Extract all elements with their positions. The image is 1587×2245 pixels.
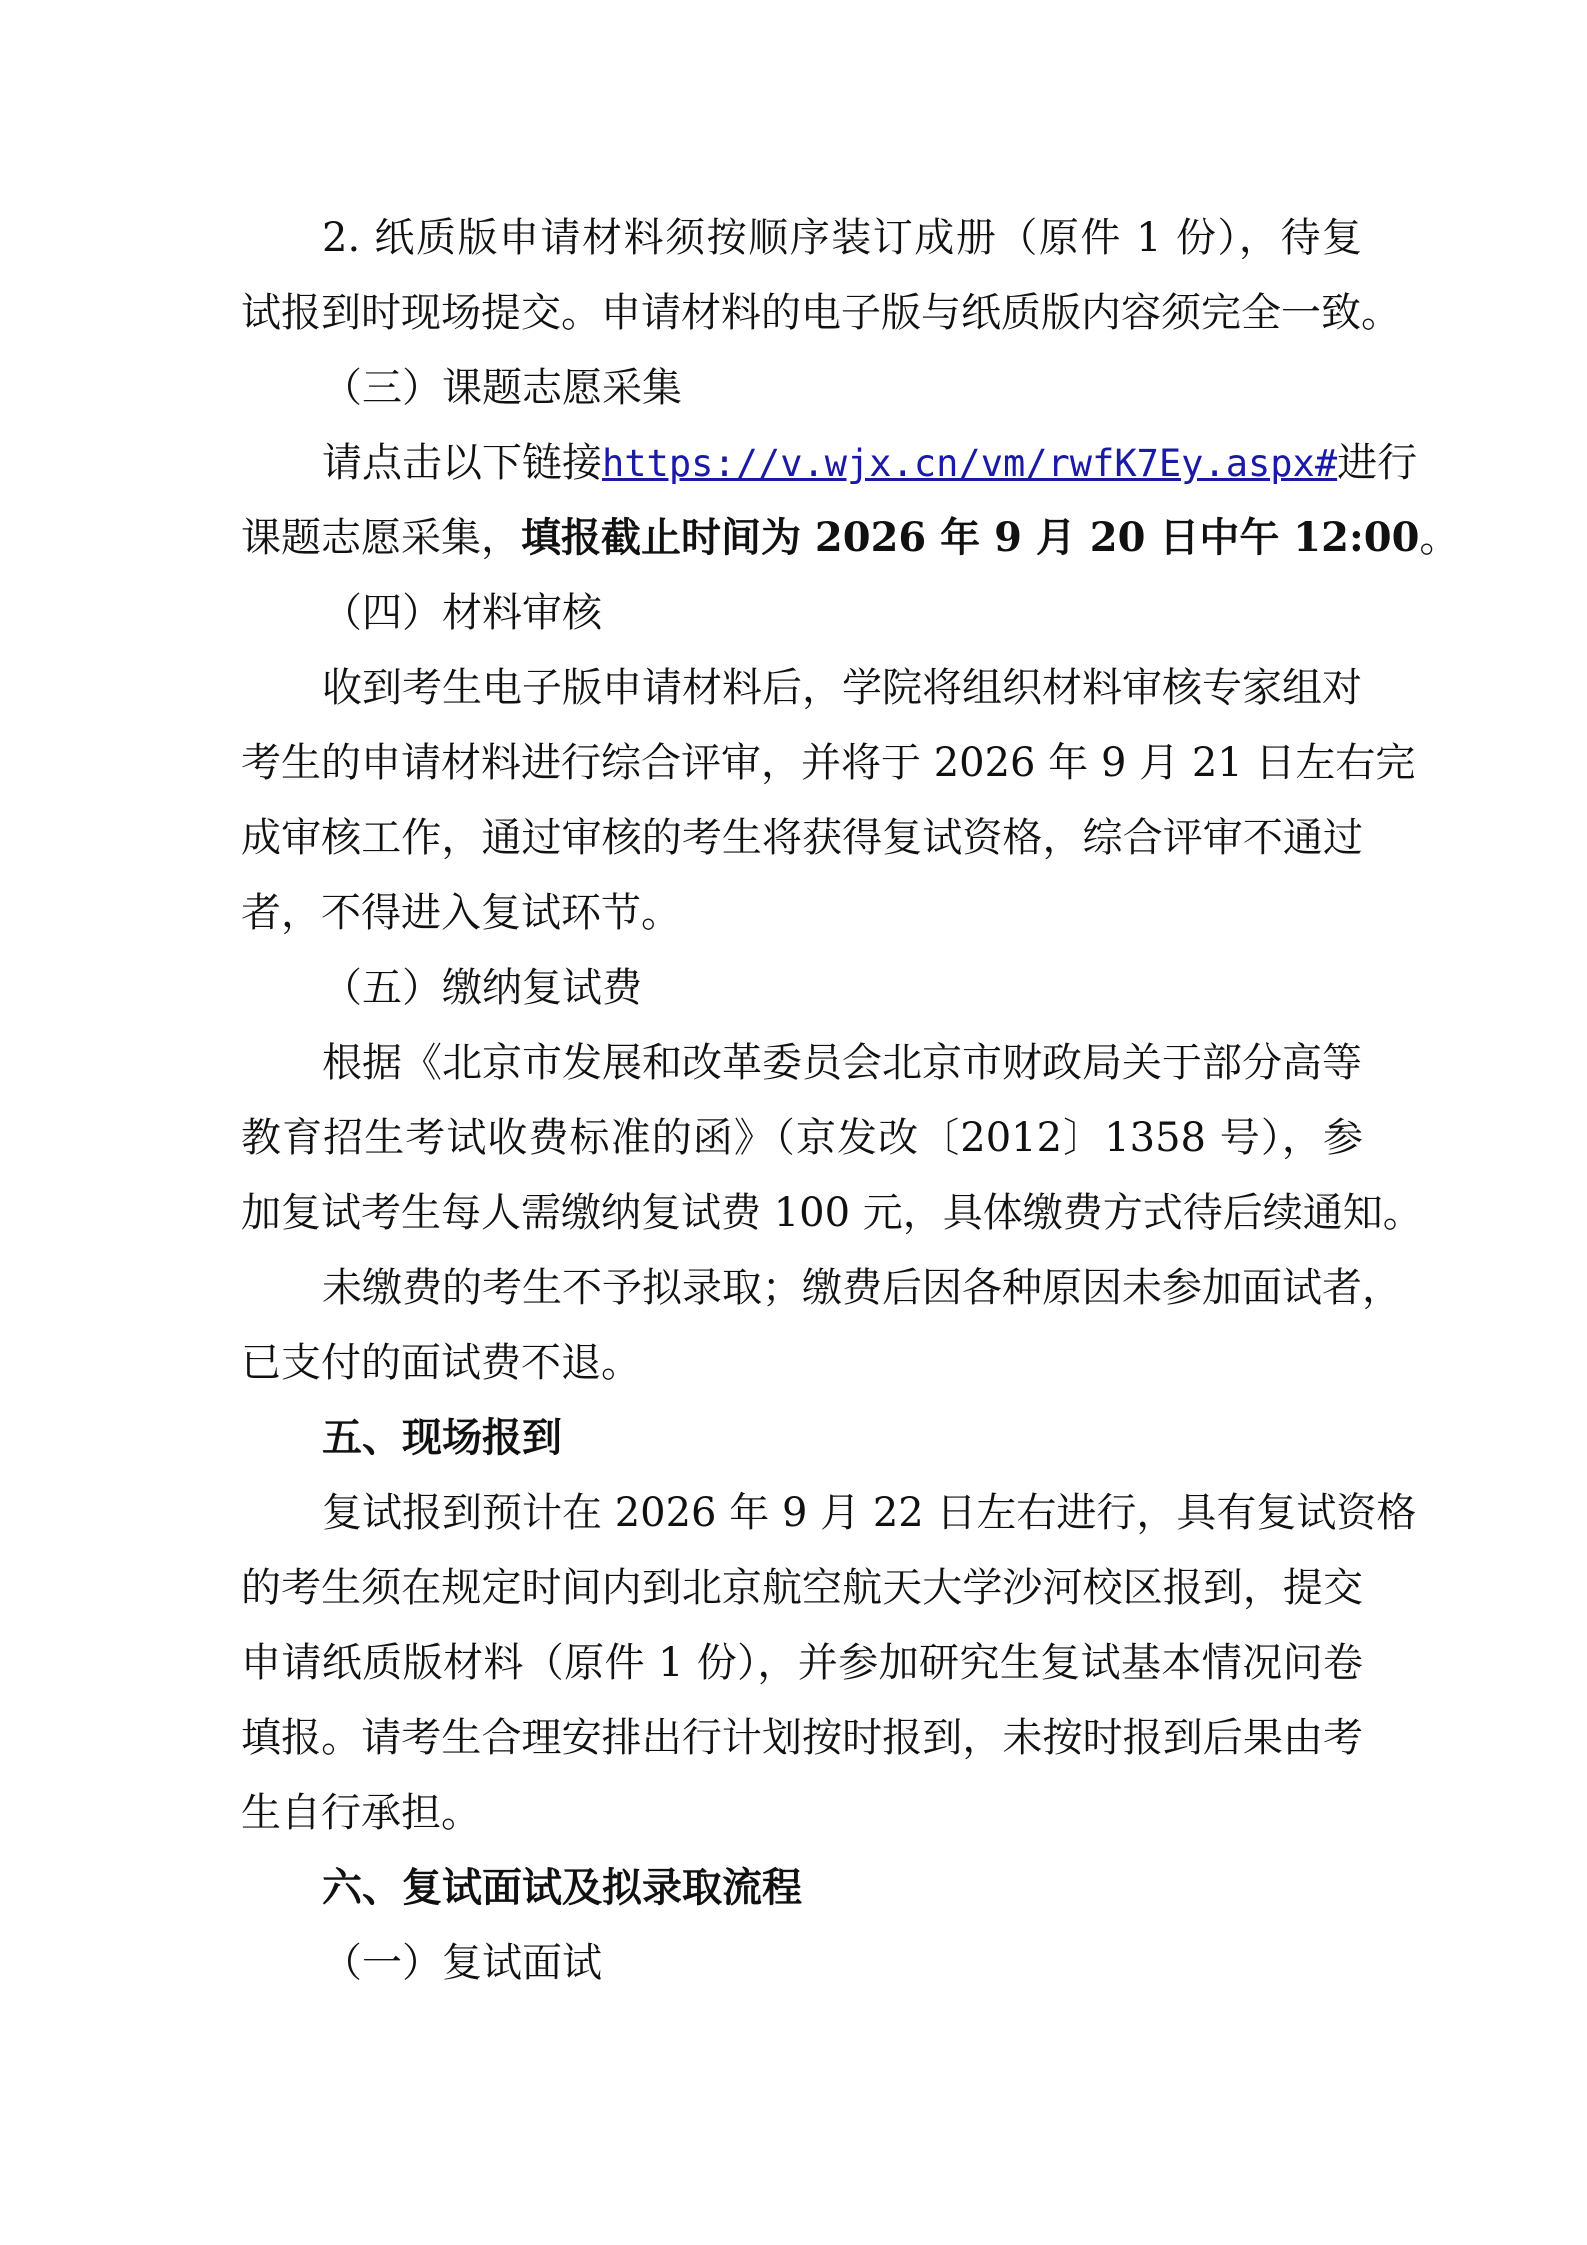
section-heading-6: 六、复试面试及拟录取流程	[322, 1864, 802, 1911]
subsection-heading-4: （四）材料审核	[322, 590, 602, 636]
paragraph-text: 课题志愿采集，	[241, 515, 521, 561]
subsection-heading-3: （三）课题志愿采集	[322, 365, 682, 411]
section-heading-5: 五、现场报到	[322, 1414, 562, 1461]
paragraph-line: 填报。请考生合理安排出行计划按时报到，未按时报到后果由考	[241, 1715, 1363, 1761]
paragraph-line: 加复试考生每人需缴纳复试费 100 元，具体缴费方式待后续通知。	[241, 1190, 1423, 1236]
paragraph-text: 请点击以下链接	[322, 440, 602, 486]
paragraph-text: 进行	[1337, 440, 1418, 486]
subsection-heading-5: （五）缴纳复试费	[322, 965, 642, 1011]
paragraph-line: 考生的申请材料进行综合评审，并将于 2026 年 9 月 21 日左右完	[241, 740, 1416, 786]
survey-link[interactable]: https://v.wjx.cn/vm/rwfK7Ey.aspx#	[602, 442, 1338, 485]
paragraph-line: 成审核工作，通过审核的考生将获得复试资格，综合评审不通过	[241, 815, 1363, 861]
paragraph-text: 。	[1419, 515, 1460, 561]
subsection-heading-1: （一）复试面试	[322, 1940, 602, 1986]
paragraph-line: 申请纸质版材料（原件 1 份），并参加研究生复试基本情况问卷	[241, 1640, 1363, 1686]
paragraph-line: 根据《北京市发展和改革委员会北京市财政局关于部分高等	[322, 1040, 1362, 1086]
paragraph-line: 的考生须在规定时间内到北京航空航天大学沙河校区报到，提交	[241, 1565, 1363, 1611]
paragraph-line-with-deadline	[241, 501, 1460, 575]
paragraph-line: 复试报到预计在 2026 年 9 月 22 日左右进行，具有复试资格	[322, 1490, 1417, 1536]
paragraph-line: 者，不得进入复试环节。	[241, 890, 681, 936]
paragraph-line: 试报到时现场提交。申请材料的电子版与纸质版内容须完全一致。	[241, 290, 1401, 336]
paragraph-line: 教育招生考试收费标准的函》（京发改〔2012〕1358 号），参	[241, 1115, 1363, 1161]
paragraph-line: 生自行承担。	[241, 1790, 481, 1836]
paragraph-line-with-link	[322, 426, 1418, 500]
paragraph-line: 未缴费的考生不予拟录取；缴费后因各种原因未参加面试者，	[322, 1265, 1402, 1311]
paragraph-line: 已支付的面试费不退。	[241, 1340, 641, 1386]
paragraph-line: 2. 纸质版申请材料须按顺序装订成册（原件 1 份），待复	[322, 215, 1362, 261]
deadline-text: 填报截止时间为 2026 年 9 月 20 日中午 12:00	[521, 514, 1420, 561]
paragraph-line: 收到考生电子版申请材料后，学院将组织材料审核专家组对	[322, 665, 1362, 711]
